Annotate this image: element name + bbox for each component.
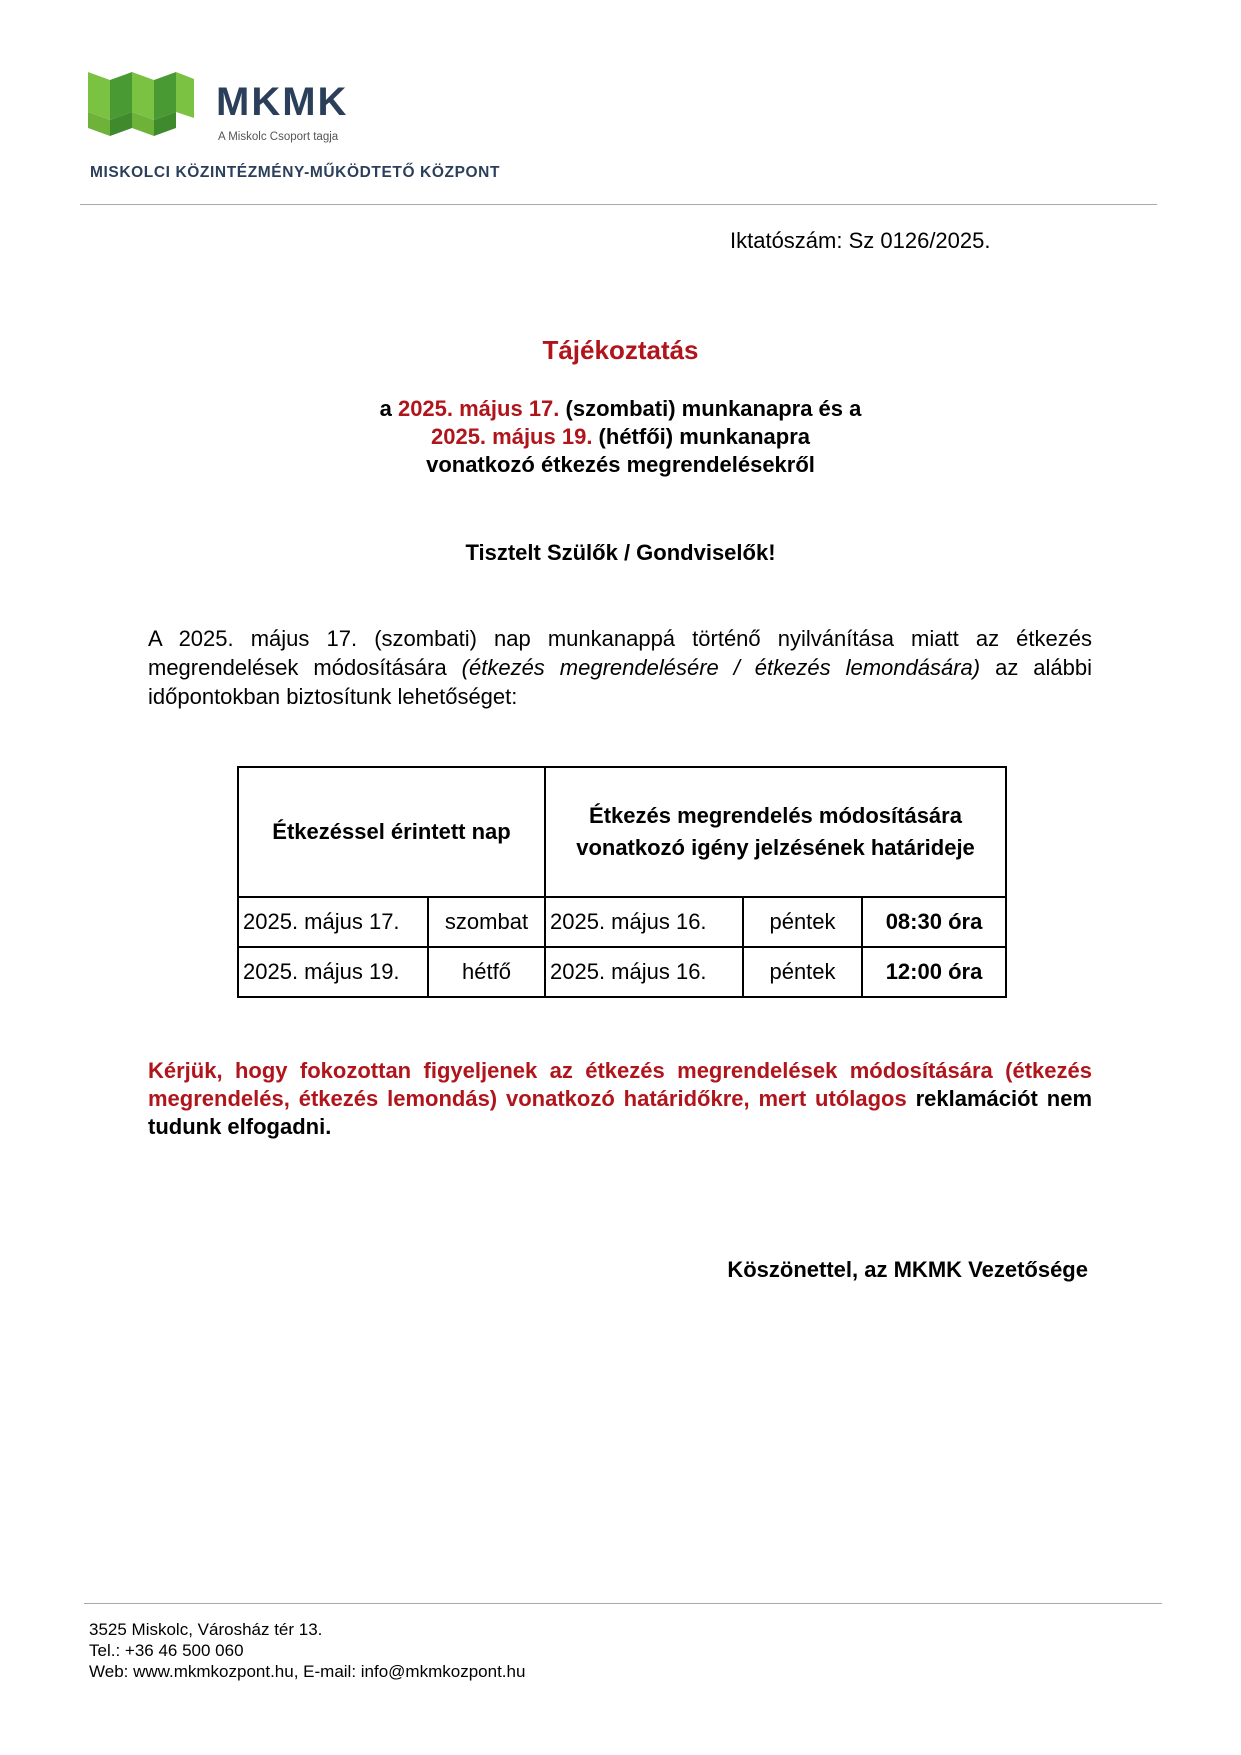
table-cell: 08:30 óra xyxy=(862,897,1006,947)
signature: Köszönettel, az MKMK Vezetősége xyxy=(727,1257,1088,1282)
header-divider xyxy=(80,204,1157,205)
deadline-table xyxy=(237,766,1007,998)
table-cell: 2025. május 17. xyxy=(238,897,428,947)
table-cell: péntek xyxy=(743,897,862,947)
brand-name: MKMK xyxy=(216,80,349,124)
mkmk-logo-icon xyxy=(88,72,194,136)
footer-address: 3525 Miskolc, Városház tér 13. xyxy=(89,1620,323,1639)
table-header-row xyxy=(238,767,1006,897)
table-cell: 2025. május 19. xyxy=(238,947,428,997)
salutation: Tisztelt Szülők / Gondviselők! xyxy=(465,540,776,565)
table-cell: 2025. május 16. xyxy=(545,947,743,997)
warning-paragraph: Kérjük, hogy fokozottan figyeljenek az étkezés megrendelések módosítására (étkezés megrendelés, étkezés lemondás) vonatkozó határidőkre, mert utólagos reklamációt nem tudunk elfogadni. xyxy=(148,1058,1093,1139)
table-cell: szombat xyxy=(428,897,545,947)
table-cell: péntek xyxy=(743,947,862,997)
brand-tagline: A Miskolc Csoport tagja xyxy=(218,131,339,143)
subtitle-line-2: 2025. május 19. (hétfői) munkanapra xyxy=(430,424,811,449)
organization-name: MISKOLCI KÖZINTÉZMÉNY-MŰKÖDTETŐ KÖZPONT xyxy=(90,164,501,181)
intro-paragraph: A 2025. május 17. (szombati) nap munkanappá történő nyilvánítása miatt az étkezés megrendelések módosítására (étkezés megrendelésére / étkezés lemondására) az alábbi időpontokban biztosítunk lehetőséget: xyxy=(148,626,1092,709)
table-header-deadline: Étkezés megrendelés módosítására vonatkozó igény jelzésének határideje xyxy=(545,767,1006,897)
document-title: Tájékoztatás xyxy=(542,335,699,365)
table-cell: 12:00 óra xyxy=(862,947,1006,997)
table-header-affected-day: Étkezéssel érintett nap xyxy=(238,767,545,897)
table-row xyxy=(238,897,1006,947)
footer-phone: Tel.: +36 46 500 060 xyxy=(89,1641,244,1660)
table-row xyxy=(238,947,1006,997)
subtitle-line-1: a 2025. május 17. (szombati) munkanapra és a xyxy=(379,396,862,421)
footer-divider xyxy=(84,1603,1162,1604)
footer-web: Web: www.mkmkozpont.hu, E-mail: info@mkmkozpont.hu xyxy=(89,1662,526,1681)
registration-number: Iktatószám: Sz 0126/2025. xyxy=(730,228,991,253)
table-cell: hétfő xyxy=(428,947,545,997)
subtitle-line-3: vonatkozó étkezés megrendelésekről xyxy=(426,452,815,477)
table-cell: 2025. május 16. xyxy=(545,897,743,947)
